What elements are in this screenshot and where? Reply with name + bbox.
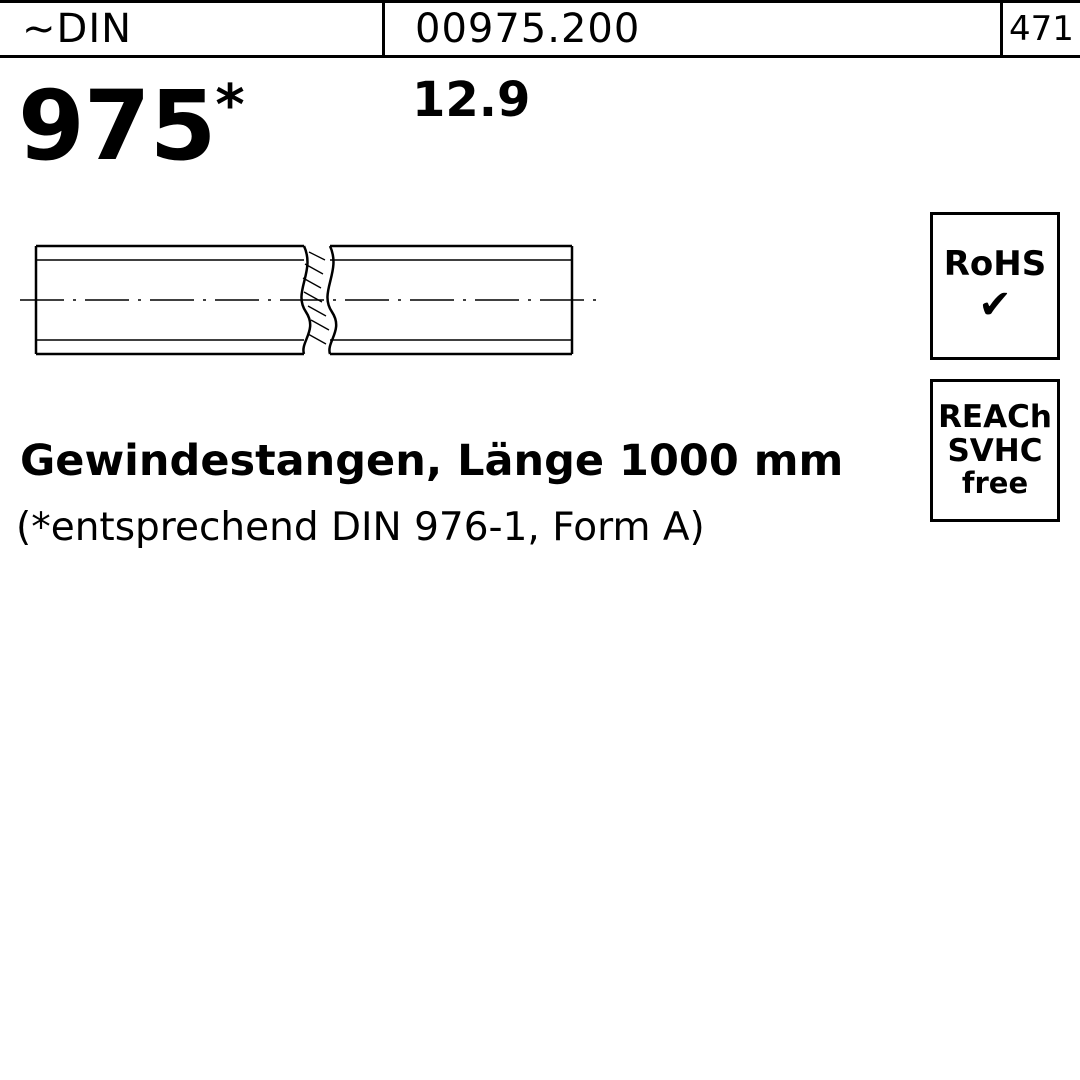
free-label: free — [961, 466, 1029, 501]
strength-grade: 12.9 — [412, 72, 531, 128]
header-page-cell — [1000, 3, 1080, 55]
standard-number-value: 975 — [18, 70, 216, 182]
header-article-cell — [385, 3, 1000, 55]
rohs-label: RoHS — [943, 244, 1047, 285]
standard-number — [18, 70, 244, 182]
header-bar — [0, 0, 1080, 58]
svhc-label: SVHC — [947, 432, 1043, 469]
article-number: 00975.200 — [415, 6, 641, 52]
rohs-badge — [930, 212, 1060, 360]
page-number: 471 — [1009, 9, 1074, 49]
din-label: ~DIN — [22, 6, 133, 52]
reach-svhc-badge — [930, 379, 1060, 522]
product-title: Gewindestangen, Länge 1000 mm — [20, 436, 844, 486]
checkmark-icon: ✔ — [978, 281, 1012, 328]
product-subtitle: (*entsprechend DIN 976-1, Form A) — [16, 505, 705, 550]
standard-number-asterisk: * — [215, 73, 244, 138]
reach-label: REACh — [938, 399, 1052, 436]
threaded-rod-technical-drawing — [20, 230, 600, 370]
header-din-cell — [0, 3, 385, 55]
